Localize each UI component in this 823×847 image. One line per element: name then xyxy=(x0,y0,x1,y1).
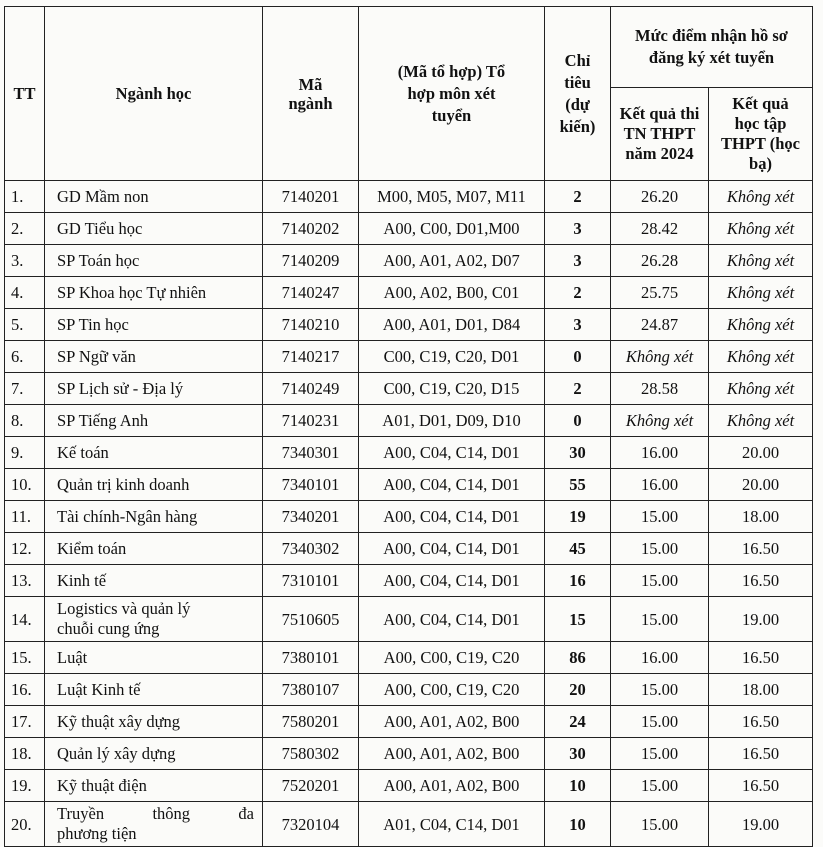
table-row xyxy=(5,738,813,770)
cell-quota: 2 xyxy=(545,373,611,405)
cell-quota: 19 xyxy=(545,501,611,533)
cell-tt: 14. xyxy=(5,597,45,642)
table-row xyxy=(5,277,813,309)
cell-tt: 12. xyxy=(5,533,45,565)
cell-exam: 15.00 xyxy=(611,706,709,738)
cell-tt: 11. xyxy=(5,501,45,533)
table-row xyxy=(5,565,813,597)
cell-exam: 16.00 xyxy=(611,437,709,469)
cell-code: 7140231 xyxy=(263,405,359,437)
table-row xyxy=(5,469,813,501)
cell-exam: 16.00 xyxy=(611,469,709,501)
cell-combo: A00, C00, C19, C20 xyxy=(359,642,545,674)
table-row xyxy=(5,533,813,565)
cell-quota: 10 xyxy=(545,770,611,802)
cell-exam: 15.00 xyxy=(611,533,709,565)
cell-tt: 4. xyxy=(5,277,45,309)
cell-exam: Không xét xyxy=(611,405,709,437)
cell-exam: Không xét xyxy=(611,341,709,373)
cell-quota: 2 xyxy=(545,181,611,213)
header-row-1 xyxy=(5,7,813,88)
cell-quota: 55 xyxy=(545,469,611,501)
cell-major: SP Tin học xyxy=(45,309,263,341)
cell-combo: A01, C04, C14, D01 xyxy=(359,802,545,847)
cell-major: Luật xyxy=(45,642,263,674)
cell-code: 7380101 xyxy=(263,642,359,674)
cell-record: Không xét xyxy=(709,309,813,341)
cell-quota: 24 xyxy=(545,706,611,738)
cell-record: 16.50 xyxy=(709,738,813,770)
cell-quota: 0 xyxy=(545,341,611,373)
cell-quota: 0 xyxy=(545,405,611,437)
cell-combo: A00, C04, C14, D01 xyxy=(359,565,545,597)
cell-record: Không xét xyxy=(709,245,813,277)
cell-exam: 16.00 xyxy=(611,642,709,674)
cell-quota: 16 xyxy=(545,565,611,597)
table-row xyxy=(5,309,813,341)
cell-exam: 28.42 xyxy=(611,213,709,245)
cell-combo: A00, C04, C14, D01 xyxy=(359,533,545,565)
cell-combo: A00, C04, C14, D01 xyxy=(359,469,545,501)
header-major: Ngành học xyxy=(45,7,263,181)
cell-major: Kỹ thuật điện xyxy=(45,770,263,802)
cell-record: 16.50 xyxy=(709,770,813,802)
cell-quota: 3 xyxy=(545,309,611,341)
cell-major: GD Tiểu học xyxy=(45,213,263,245)
cell-code: 7580201 xyxy=(263,706,359,738)
cell-exam: 28.58 xyxy=(611,373,709,405)
cell-tt: 16. xyxy=(5,674,45,706)
cell-major: Kiểm toán xyxy=(45,533,263,565)
table-row xyxy=(5,437,813,469)
cell-record: Không xét xyxy=(709,405,813,437)
table-row xyxy=(5,341,813,373)
cell-code: 7380107 xyxy=(263,674,359,706)
cell-major: SP Khoa học Tự nhiên xyxy=(45,277,263,309)
cell-code: 7140217 xyxy=(263,341,359,373)
cell-quota: 3 xyxy=(545,245,611,277)
admission-table xyxy=(4,6,813,847)
cell-combo: A00, C04, C14, D01 xyxy=(359,597,545,642)
cell-major: SP Lịch sử - Địa lý xyxy=(45,373,263,405)
table-row xyxy=(5,501,813,533)
cell-major: Kỹ thuật xây dựng xyxy=(45,706,263,738)
cell-tt: 1. xyxy=(5,181,45,213)
cell-record: 16.50 xyxy=(709,642,813,674)
cell-combo: C00, C19, C20, D01 xyxy=(359,341,545,373)
cell-record: 16.50 xyxy=(709,706,813,738)
cell-record: 20.00 xyxy=(709,437,813,469)
table-row xyxy=(5,373,813,405)
cell-code: 7340101 xyxy=(263,469,359,501)
cell-combo: A00, C00, D01,M00 xyxy=(359,213,545,245)
cell-exam: 15.00 xyxy=(611,501,709,533)
cell-code: 7140247 xyxy=(263,277,359,309)
cell-exam: 15.00 xyxy=(611,738,709,770)
cell-code: 7140249 xyxy=(263,373,359,405)
cell-quota: 2 xyxy=(545,277,611,309)
cell-combo: A00, A01, D01, D84 xyxy=(359,309,545,341)
cell-tt: 9. xyxy=(5,437,45,469)
cell-record: Không xét xyxy=(709,277,813,309)
cell-combo: A00, C00, C19, C20 xyxy=(359,674,545,706)
cell-code: 7140202 xyxy=(263,213,359,245)
cell-code: 7140210 xyxy=(263,309,359,341)
cell-major: SP Toán học xyxy=(45,245,263,277)
cell-major xyxy=(45,597,263,642)
cell-combo: A00, A02, B00, C01 xyxy=(359,277,545,309)
cell-code: 7340302 xyxy=(263,533,359,565)
cell-record: 18.00 xyxy=(709,501,813,533)
cell-exam: 24.87 xyxy=(611,309,709,341)
header-score-group-text: Mức điểm nhận hồ sơ đăng ký xét tuyển xyxy=(635,26,788,67)
header-combo xyxy=(359,7,545,181)
cell-record: 19.00 xyxy=(709,802,813,847)
cell-combo: C00, C19, C20, D15 xyxy=(359,373,545,405)
cell-combo: A00, A01, A02, D07 xyxy=(359,245,545,277)
cell-exam: 15.00 xyxy=(611,565,709,597)
cell-quota: 3 xyxy=(545,213,611,245)
cell-record: Không xét xyxy=(709,373,813,405)
cell-code: 7510605 xyxy=(263,597,359,642)
cell-record: Không xét xyxy=(709,181,813,213)
cell-major-line-1: Logistics và quản lý xyxy=(57,599,191,618)
cell-combo: A00, A01, A02, B00 xyxy=(359,738,545,770)
header-code-text: Mã ngành xyxy=(288,74,333,113)
cell-quota: 86 xyxy=(545,642,611,674)
cell-record: 20.00 xyxy=(709,469,813,501)
cell-code: 7340301 xyxy=(263,437,359,469)
cell-major: Tài chính-Ngân hàng xyxy=(45,501,263,533)
cell-quota: 30 xyxy=(545,738,611,770)
table-row xyxy=(5,802,813,847)
cell-code: 7310101 xyxy=(263,565,359,597)
cell-tt: 2. xyxy=(5,213,45,245)
cell-quota: 15 xyxy=(545,597,611,642)
cell-major-line-1: Truyền thông đa xyxy=(57,804,254,823)
header-record xyxy=(709,88,813,181)
cell-record: 18.00 xyxy=(709,674,813,706)
cell-tt: 3. xyxy=(5,245,45,277)
cell-combo: M00, M05, M07, M11 xyxy=(359,181,545,213)
header-combo-text: (Mã tổ hợp) Tổ hợp môn xét tuyển xyxy=(397,61,506,125)
cell-record: Không xét xyxy=(709,213,813,245)
cell-record: 16.50 xyxy=(709,533,813,565)
cell-tt: 5. xyxy=(5,309,45,341)
table-row xyxy=(5,597,813,642)
cell-major: Kế toán xyxy=(45,437,263,469)
cell-major: Quản lý xây dựng xyxy=(45,738,263,770)
cell-code: 7340201 xyxy=(263,501,359,533)
cell-code: 7580302 xyxy=(263,738,359,770)
cell-exam: 25.75 xyxy=(611,277,709,309)
cell-quota: 30 xyxy=(545,437,611,469)
cell-major: SP Ngữ văn xyxy=(45,341,263,373)
cell-code: 7140209 xyxy=(263,245,359,277)
cell-tt: 20. xyxy=(5,802,45,847)
cell-tt: 7. xyxy=(5,373,45,405)
cell-combo: A01, D01, D09, D10 xyxy=(359,405,545,437)
cell-code: 7320104 xyxy=(263,802,359,847)
cell-quota: 20 xyxy=(545,674,611,706)
header-quota-text: Chỉ tiêu (dự kiến) xyxy=(559,50,596,136)
cell-exam: 26.20 xyxy=(611,181,709,213)
cell-quota: 10 xyxy=(545,802,611,847)
cell-combo: A00, C04, C14, D01 xyxy=(359,437,545,469)
cell-major-line-2: phương tiện xyxy=(57,824,137,843)
table-row xyxy=(5,213,813,245)
header-tt: TT xyxy=(5,7,45,181)
cell-exam: 15.00 xyxy=(611,802,709,847)
table-body xyxy=(5,181,813,847)
cell-tt: 6. xyxy=(5,341,45,373)
cell-combo: A00, A01, A02, B00 xyxy=(359,706,545,738)
cell-record: 19.00 xyxy=(709,597,813,642)
cell-tt: 8. xyxy=(5,405,45,437)
header-exam-text: Kết quả thi TN THPT năm 2024 xyxy=(619,104,700,163)
cell-major xyxy=(45,802,263,847)
cell-combo: A00, A01, A02, B00 xyxy=(359,770,545,802)
table-row xyxy=(5,245,813,277)
table-row xyxy=(5,405,813,437)
header-record-text: Kết quả học tập THPT (học bạ) xyxy=(721,94,800,173)
cell-exam: 26.28 xyxy=(611,245,709,277)
cell-tt: 13. xyxy=(5,565,45,597)
cell-tt: 19. xyxy=(5,770,45,802)
table-row xyxy=(5,770,813,802)
cell-tt: 17. xyxy=(5,706,45,738)
cell-major: Luật Kinh tế xyxy=(45,674,263,706)
cell-major: Kinh tế xyxy=(45,565,263,597)
cell-major: Quản trị kinh doanh xyxy=(45,469,263,501)
cell-tt: 10. xyxy=(5,469,45,501)
cell-exam: 15.00 xyxy=(611,674,709,706)
cell-code: 7140201 xyxy=(263,181,359,213)
cell-tt: 18. xyxy=(5,738,45,770)
cell-tt: 15. xyxy=(5,642,45,674)
cell-major: SP Tiếng Anh xyxy=(45,405,263,437)
cell-exam: 15.00 xyxy=(611,770,709,802)
cell-code: 7520201 xyxy=(263,770,359,802)
header-quota xyxy=(545,7,611,181)
cell-record: 16.50 xyxy=(709,565,813,597)
header-score-group xyxy=(611,7,813,88)
header-code xyxy=(263,7,359,181)
cell-quota: 45 xyxy=(545,533,611,565)
table-row xyxy=(5,642,813,674)
cell-major-line-2: chuỗi cung ứng xyxy=(57,619,160,638)
header-exam xyxy=(611,88,709,181)
cell-major: GD Mầm non xyxy=(45,181,263,213)
cell-combo: A00, C04, C14, D01 xyxy=(359,501,545,533)
table-row xyxy=(5,706,813,738)
cell-exam: 15.00 xyxy=(611,597,709,642)
table-row xyxy=(5,674,813,706)
cell-record: Không xét xyxy=(709,341,813,373)
table-row xyxy=(5,181,813,213)
